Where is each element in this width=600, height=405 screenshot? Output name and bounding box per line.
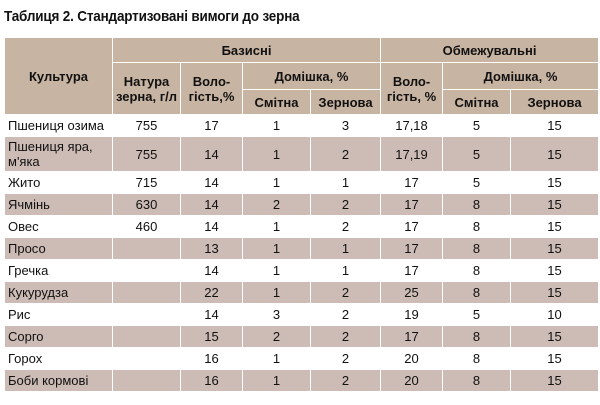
cell-natura bbox=[113, 326, 181, 348]
cell-moisture-limit: 17 bbox=[381, 326, 443, 348]
cell-weed-limit: 8 bbox=[443, 260, 511, 282]
cell-moisture-basic: 17 bbox=[181, 115, 243, 137]
cell-culture: Пшениця яра, м'яка bbox=[5, 137, 113, 172]
cell-moisture-basic: 16 bbox=[181, 370, 243, 392]
cell-weed-basic: 1 bbox=[243, 238, 311, 260]
cell-weed-basic: 1 bbox=[243, 137, 311, 172]
table-row bbox=[5, 172, 599, 194]
cell-grain-limit: 10 bbox=[511, 304, 599, 326]
cell-grain-limit: 15 bbox=[511, 282, 599, 304]
cell-weed-basic: 1 bbox=[243, 115, 311, 137]
cell-moisture-limit: 17,19 bbox=[381, 137, 443, 172]
cell-natura bbox=[113, 304, 181, 326]
cell-moisture-basic: 14 bbox=[181, 260, 243, 282]
cell-natura bbox=[113, 238, 181, 260]
cell-moisture-basic: 22 bbox=[181, 282, 243, 304]
cell-grain-limit: 15 bbox=[511, 137, 599, 172]
cell-moisture-basic: 14 bbox=[181, 216, 243, 238]
cell-moisture-basic: 14 bbox=[181, 194, 243, 216]
cell-grain-basic: 2 bbox=[311, 304, 381, 326]
cell-weed-limit: 8 bbox=[443, 370, 511, 392]
table-row bbox=[5, 370, 599, 392]
header-basic: Базисні bbox=[113, 38, 381, 63]
cell-weed-limit: 8 bbox=[443, 216, 511, 238]
cell-culture: Рис bbox=[5, 304, 113, 326]
table-row bbox=[5, 260, 599, 282]
cell-grain-basic: 2 bbox=[311, 194, 381, 216]
cell-culture: Просо bbox=[5, 238, 113, 260]
cell-grain-limit: 15 bbox=[511, 370, 599, 392]
cell-moisture-basic: 13 bbox=[181, 238, 243, 260]
table-row bbox=[5, 194, 599, 216]
cell-moisture-limit: 17 bbox=[381, 172, 443, 194]
table-row bbox=[5, 137, 599, 172]
cell-weed-basic: 1 bbox=[243, 260, 311, 282]
cell-natura bbox=[113, 370, 181, 392]
header-natura: Натура зерна, г/л bbox=[113, 63, 181, 115]
cell-weed-limit: 8 bbox=[443, 348, 511, 370]
cell-moisture-limit: 25 bbox=[381, 282, 443, 304]
cell-culture: Овес bbox=[5, 216, 113, 238]
cell-culture: Пшениця озима bbox=[5, 115, 113, 137]
cell-grain-limit: 15 bbox=[511, 260, 599, 282]
cell-weed-limit: 8 bbox=[443, 194, 511, 216]
cell-moisture-limit: 17 bbox=[381, 194, 443, 216]
cell-natura bbox=[113, 260, 181, 282]
cell-weed-basic: 2 bbox=[243, 326, 311, 348]
cell-natura bbox=[113, 348, 181, 370]
cell-grain-limit: 15 bbox=[511, 326, 599, 348]
cell-culture: Жито bbox=[5, 172, 113, 194]
cell-grain-basic: 3 bbox=[311, 115, 381, 137]
cell-moisture-basic: 16 bbox=[181, 348, 243, 370]
header-grain-limit: Зернова bbox=[511, 90, 599, 115]
cell-grain-limit: 15 bbox=[511, 172, 599, 194]
cell-moisture-limit: 20 bbox=[381, 348, 443, 370]
cell-grain-basic: 2 bbox=[311, 216, 381, 238]
cell-weed-limit: 8 bbox=[443, 326, 511, 348]
header-admixture-basic: Домішка, % bbox=[243, 63, 381, 90]
cell-grain-basic: 2 bbox=[311, 282, 381, 304]
cell-natura: 630 bbox=[113, 194, 181, 216]
cell-weed-basic: 1 bbox=[243, 370, 311, 392]
cell-natura bbox=[113, 282, 181, 304]
table-row bbox=[5, 115, 599, 137]
cell-weed-limit: 5 bbox=[443, 304, 511, 326]
cell-weed-basic: 1 bbox=[243, 172, 311, 194]
cell-grain-limit: 15 bbox=[511, 216, 599, 238]
table-row bbox=[5, 304, 599, 326]
cell-weed-basic: 1 bbox=[243, 216, 311, 238]
cell-culture: Сорго bbox=[5, 326, 113, 348]
header-limit: Обмежувальні bbox=[381, 38, 599, 63]
table-row bbox=[5, 238, 599, 260]
grain-requirements-table bbox=[4, 37, 599, 392]
header-moisture-basic: Волo-гість,% bbox=[181, 63, 243, 115]
cell-grain-limit: 15 bbox=[511, 194, 599, 216]
cell-culture: Боби кормові bbox=[5, 370, 113, 392]
cell-natura: 715 bbox=[113, 172, 181, 194]
cell-weed-limit: 8 bbox=[443, 238, 511, 260]
cell-weed-basic: 1 bbox=[243, 282, 311, 304]
table-row bbox=[5, 216, 599, 238]
cell-moisture-basic: 14 bbox=[181, 304, 243, 326]
header-grain-basic: Зернова bbox=[311, 90, 381, 115]
cell-moisture-limit: 17 bbox=[381, 216, 443, 238]
cell-grain-basic: 2 bbox=[311, 370, 381, 392]
cell-natura: 755 bbox=[113, 137, 181, 172]
table-row bbox=[5, 348, 599, 370]
cell-moisture-limit: 17,18 bbox=[381, 115, 443, 137]
table-row bbox=[5, 326, 599, 348]
cell-natura: 460 bbox=[113, 216, 181, 238]
cell-culture: Кукурудза bbox=[5, 282, 113, 304]
cell-grain-basic: 1 bbox=[311, 238, 381, 260]
cell-weed-basic: 2 bbox=[243, 194, 311, 216]
cell-grain-basic: 1 bbox=[311, 260, 381, 282]
cell-weed-limit: 5 bbox=[443, 137, 511, 172]
cell-moisture-limit: 17 bbox=[381, 260, 443, 282]
cell-moisture-basic: 14 bbox=[181, 172, 243, 194]
cell-weed-limit: 8 bbox=[443, 282, 511, 304]
cell-grain-basic: 2 bbox=[311, 137, 381, 172]
cell-moisture-limit: 17 bbox=[381, 238, 443, 260]
cell-grain-basic: 1 bbox=[311, 172, 381, 194]
cell-moisture-basic: 14 bbox=[181, 137, 243, 172]
header-weed-limit: Смітна bbox=[443, 90, 511, 115]
cell-culture: Ячмінь bbox=[5, 194, 113, 216]
header-admixture-limit: Домішка, % bbox=[443, 63, 599, 90]
cell-grain-basic: 2 bbox=[311, 348, 381, 370]
header-moisture-limit: Воло-гість, % bbox=[381, 63, 443, 115]
cell-weed-limit: 5 bbox=[443, 172, 511, 194]
header-culture: Культура bbox=[5, 38, 113, 115]
header-weed-basic: Смітна bbox=[243, 90, 311, 115]
cell-culture: Горох bbox=[5, 348, 113, 370]
cell-weed-basic: 1 bbox=[243, 348, 311, 370]
cell-weed-basic: 3 bbox=[243, 304, 311, 326]
table-row bbox=[5, 282, 599, 304]
cell-weed-limit: 5 bbox=[443, 115, 511, 137]
cell-grain-limit: 15 bbox=[511, 115, 599, 137]
cell-grain-limit: 15 bbox=[511, 348, 599, 370]
cell-culture: Гречка bbox=[5, 260, 113, 282]
cell-moisture-basic: 15 bbox=[181, 326, 243, 348]
cell-grain-basic: 2 bbox=[311, 326, 381, 348]
table-title: Таблиця 2. Стандартизовані вимоги до зерна bbox=[4, 8, 300, 25]
cell-moisture-limit: 19 bbox=[381, 304, 443, 326]
cell-natura: 755 bbox=[113, 115, 181, 137]
cell-moisture-limit: 20 bbox=[381, 370, 443, 392]
cell-grain-limit: 15 bbox=[511, 238, 599, 260]
